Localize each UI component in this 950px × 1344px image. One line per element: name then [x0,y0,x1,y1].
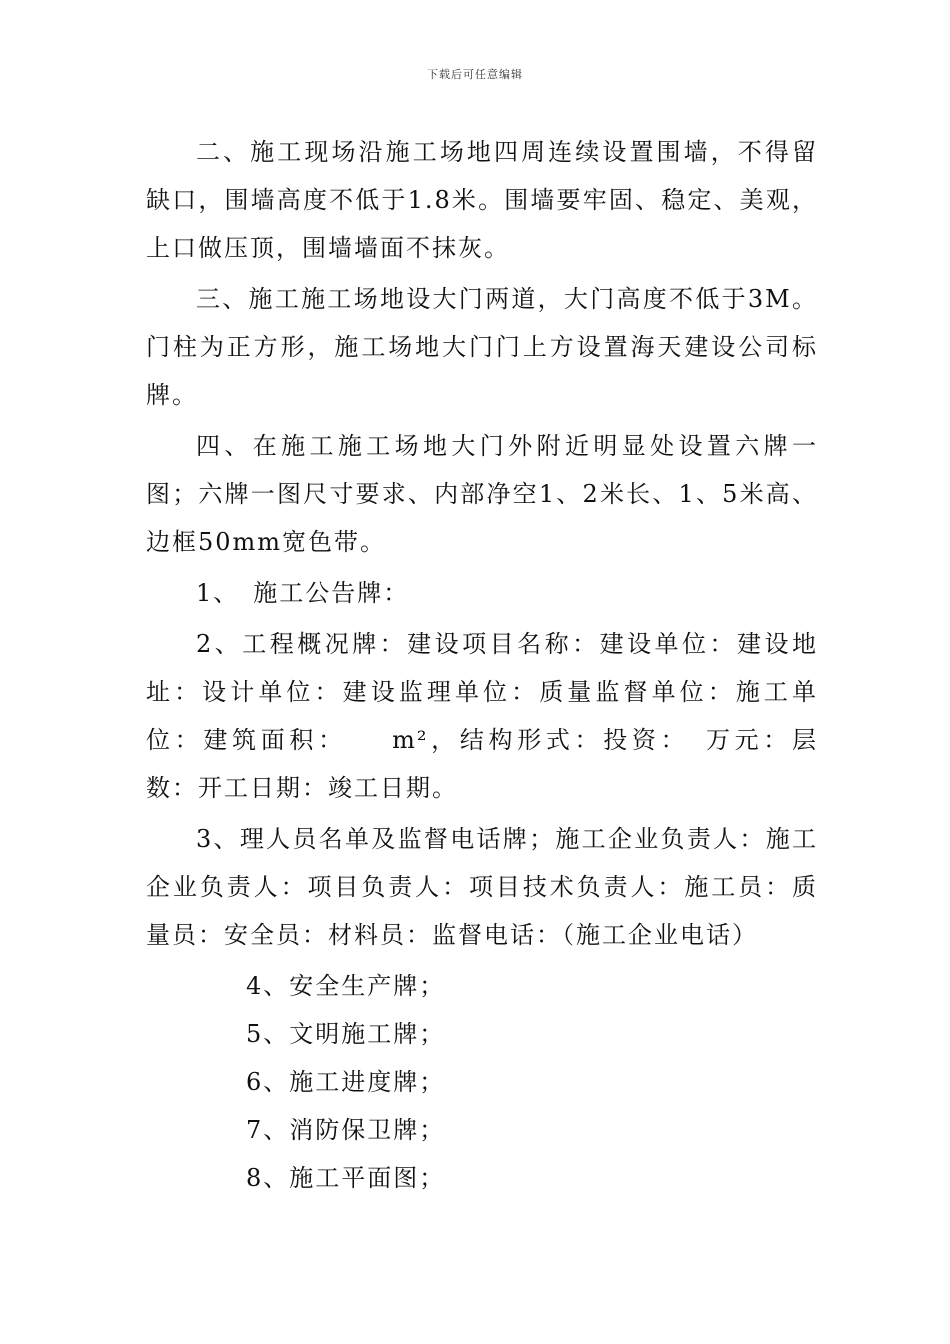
list-item-project-overview-board: 2、工程概况牌：建设项目名称：建设单位：建设地址：设计单位：建设监理单位：质量监督单位：施工单位：建筑面积： m²，结构形式：投资： 万元：层 数：开工日期：竣工日期。 [146,630,844,802]
document-body [146,128,844,1202]
list-item-fire-security-board: 7、消防保卫牌； [246,1116,446,1144]
paragraph-signboards: 四、在施工施工场地大门外附近明显处设置六牌一图；六牌一图尺寸要求、内部净空1、2米长、1、5米高、边框50mm宽色带。 [146,432,818,556]
list-item-site-plan: 8、施工平面图； [246,1164,446,1192]
page-header-note: 下载后可任意编辑 [427,68,523,81]
list-item-notice-board: 1、 施工公告牌： [196,579,410,607]
list-item-safety-board: 4、安全生产牌； [246,972,446,1000]
list-item-civilized-construction-board: 5、文明施工牌； [246,1020,446,1048]
paragraph-gate: 三、施工施工场地设大门两道，大门高度不低于3M。门柱为正方形，施工场地大门门上方设置海天建设公司标牌。 [146,285,818,409]
list-item-progress-board: 6、施工进度牌； [246,1068,446,1096]
list-item-personnel-board: 3、理人员名单及监督电话牌；施工企业负责人：施工企业负责人：项目负责人：项目技术负责人：施工员：质量员：安全员：材料员：监督电话：（施工企业电话） [146,825,818,949]
paragraph-wall: 二、施工现场沿施工场地四周连续设置围墙，不得留缺口，围墙高度不低于1.8米。围墙要牢固、稳定、美观，上口做压顶，围墙墙面不抹灰。 [146,138,818,262]
